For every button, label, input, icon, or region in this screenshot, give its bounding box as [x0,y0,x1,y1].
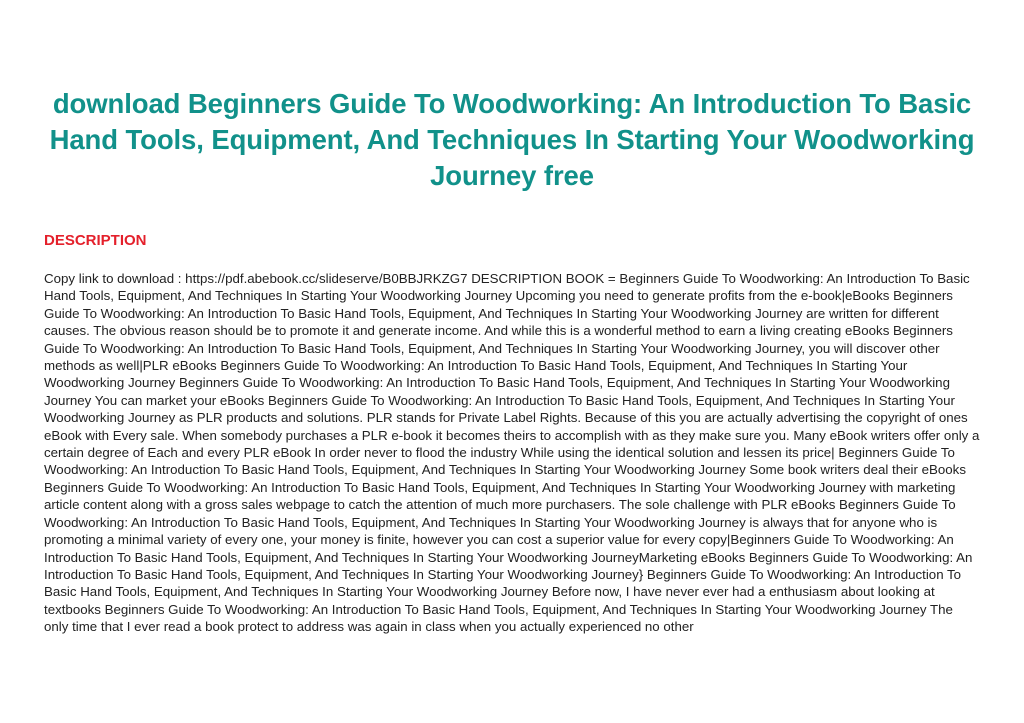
section-heading-description: DESCRIPTION [44,232,147,249]
document-title: download Beginners Guide To Woodworking: An Introduction To Basic Hand Tools, Equipment, And Techniques In Starting Your Woodworking Journey free [49,88,975,191]
description-body: Copy link to download : https://pdf.abebook.cc/slideserve/B0BBJRKZG7 DESCRIPTION BOOK = Beginners Guide To Woodworking: An Introduction To Basic Hand Tools, Equipment, And Techniques In Starting Your Woodworking Journey Upcoming you need to generate profits from the e-book|eBooks Beginners Guide To Woodworking: An Introduction To Basic Hand Tools, Equipment, And Techniques In Starting Your Woodworking Journey are written for different causes. The obvious reason should be to promote it and generate income. And while this is a wonderful method to earn a living creating eBooks Beginners Guide To Woodworking: An Introduction To Basic Hand Tools, Equipment, And Techniques In Starting Your Woodworking Journey, you will discover other methods as well|PLR eBooks Beginners Guide To Woodworking: An Introduction To Basic Hand Tools, Equipment, And Techniques In Starting Your Woodworking Journey Beginners Guide To Woodworking: An Introduction To Basic Hand Tools, Equipment, And Techniques In Starting Your Woodworking Journey You can market your eBooks Beginners Guide To Woodworking: An Introduction To Basic Hand Tools, Equipment, And Techniques In Starting Your Woodworking Journey as PLR products and solutions. PLR stands for Private Label Rights. Because of this you are actually advertising the copyright of ones eBook with Every sale. When somebody purchases a PLR e-book it becomes theirs to accomplish with as they make sure you. Many eBook writers offer only a certain degree of Each and every PLR eBook In order never to flood the industry While using the identical solution and lessen its price| Beginners Guide To Woodworking: An Introduction To Basic Hand Tools, Equipment, And Techniques In Starting Your Woodworking Journey Some book writers deal their eBooks Beginners Guide To Woodworking: An Introduction To Basic Hand Tools, Equipment, And Techniques In Starting Your Woodworking Journey with marketing article content along with a gross sales webpage to catch the attention of much more purchasers. The sole challenge with PLR eBooks Beginners Guide To Woodworking: An Introduction To Basic Hand Tools, Equipment, And Techniques In Starting Your Woodworking Journey is always that for anyone who is promoting a minimal variety of every one, your money is finite, however you can cost a superior value for every copy|Beginners Guide To Woodworking: An Introduction To Basic Hand Tools, Equipment, And Techniques In Starting Your Woodworking JourneyMarketing eBooks Beginners Guide To Woodworking: An Introduction To Basic Hand Tools, Equipment, And Techniques In Starting Your Woodworking Journey} Beginners Guide To Woodworking: An Introduction To Basic Hand Tools, Equipment, And Techniques In Starting Your Woodworking Journey Before now, I have never ever had a enthusiasm about looking at textbooks Beginners Guide To Woodworking: An Introduction To Basic Hand Tools, Equipment, And Techniques In Starting Your Woodworking Journey The only time that I ever read a book protect to address was again in class when you actually experienced no other [44,271,980,635]
